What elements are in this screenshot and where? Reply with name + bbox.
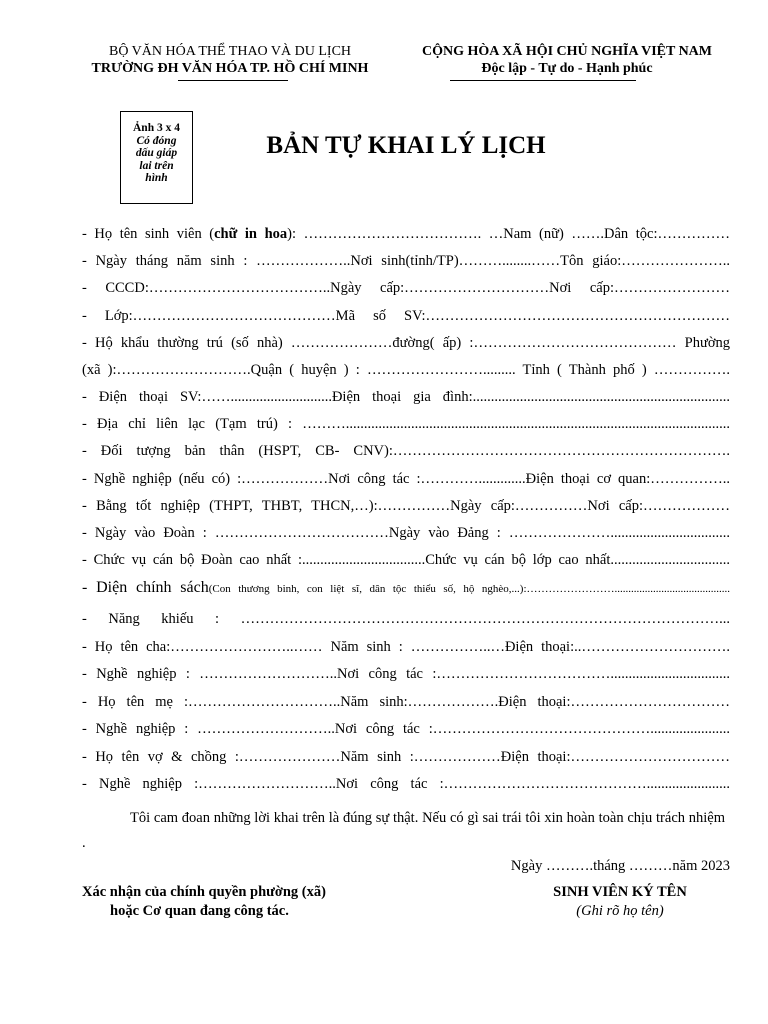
field-residence[interactable] xyxy=(82,335,730,352)
field-diploma[interactable]: - Bằng tốt nghiệp (THPT, THBT, THCN,…):……………Ngày cấp:……………Nơi cấp:……………… xyxy=(82,498,730,514)
field-policy[interactable] xyxy=(82,579,730,597)
ministry-name: BỘ VĂN HÓA THỂ THAO VÀ DU LỊCH xyxy=(108,44,352,59)
field-district[interactable]: (xã ):……………………….Quận ( huyện ) : ……………………......... Tỉnh ( Thành phố ) ……………. xyxy=(82,362,730,378)
pledge-statement: Tôi cam đoan những lời khai trên là đúng sự thật. Nếu có gì sai trái tôi xin hoàn toàn chịu trách nhiệm . xyxy=(82,810,725,851)
school-underline xyxy=(178,80,288,81)
photo-stamp-note: Có đóng dấu giáp lai trên hình xyxy=(135,134,178,184)
field-id-card[interactable]: - CCCD:………………………………..Ngày cấp:…………………………Nơi cấp:…………………… xyxy=(82,280,730,296)
student-signature-title: SINH VIÊN KÝ TÊN xyxy=(553,884,687,900)
field-talent[interactable]: - Năng khiếu : ………………………………………………………………………………………... xyxy=(82,611,730,627)
photo-box xyxy=(120,111,193,204)
field-positions[interactable]: - Chức vụ cán bộ Đoàn cao nhất :..................................Chức vụ cán bộ lớp cao nhất................................. xyxy=(82,552,730,568)
motto-underline xyxy=(450,80,636,81)
field-policy-label: - Diện chính sách xyxy=(82,579,209,596)
student-signature-note: (Ghi rõ họ tên) xyxy=(576,903,664,919)
field-union-party[interactable]: - Ngày vào Đoàn : ………………………………Ngày vào Đảng : …………………................................. xyxy=(82,525,730,541)
national-motto: Độc lập - Tự do - Hạnh phúc xyxy=(481,61,653,76)
field-contact-address[interactable]: - Địa chỉ liên lạc (Tạm trú) : ……….......................................................................................................... xyxy=(82,416,730,432)
field-father-occupation[interactable]: - Nghề nghiệp : ………………………..Nơi công tác :………………………………................................. xyxy=(82,666,730,682)
field-spouse[interactable]: - Họ tên vợ & chồng :…………………Năm sinh :………………Điện thoại:…………………………… xyxy=(82,749,730,765)
photo-size-label: Ảnh 3 x 4 xyxy=(133,122,180,134)
field-occupation[interactable]: - Nghề nghiệp (nếu có) :………………Nơi công tác :………….............Điện thoại cơ quan:…………….. xyxy=(82,471,730,487)
field-personal-status[interactable]: - Đối tượng bản thân (HSPT, CB- CNV):……………………………………………………………. xyxy=(82,443,730,459)
field-student-name-label: - Họ tên sinh viên ( xyxy=(82,226,215,242)
field-caps-note: chữ in hoa xyxy=(214,226,288,242)
authority-confirmation-subtitle: hoặc Cơ quan đang công tác. xyxy=(110,903,289,919)
field-birth[interactable]: - Ngày tháng năm sinh : ………………..Nơi sinh(tỉnh/TP)………........……Tôn giáo:………………….. xyxy=(82,253,730,269)
authority-confirmation-title: Xác nhận của chính quyền phường (xã) xyxy=(82,884,326,900)
field-policy-note: (Con thương binh, con liệt sĩ, dân tộc thiểu số, hộ nghèo,...):…………………….......................................... xyxy=(208,583,730,595)
date-line[interactable]: Ngày ……….tháng ………năm 2023 xyxy=(510,858,730,874)
field-mother-occupation[interactable]: - Nghề nghiệp : ………………………..Nơi công tác :………………………………………...................... xyxy=(82,721,730,737)
field-father[interactable]: - Họ tên cha:……………………..…… Năm sinh : ……………..…Điện thoại:..…………………………. xyxy=(82,639,730,655)
republic-name: CỘNG HÒA XÃ HỘI CHỦ NGHĨA VIỆT NAM xyxy=(421,44,712,59)
field-ward-label: Phường xyxy=(684,335,730,351)
field-phone[interactable]: - Điện thoại SV:……............................Điện thoại gia đình:....................................................................... xyxy=(82,389,730,405)
field-mother[interactable]: - Họ tên mẹ :…………………………..Năm sinh:……………….Điện thoại:…………………………… xyxy=(82,694,730,710)
field-spouse-occupation[interactable]: - Nghề nghiệp :………………………..Nơi công tác :……………………………………....................... xyxy=(82,776,730,792)
field-student-name[interactable] xyxy=(82,226,730,243)
form-title: BẢN TỰ KHAI LÝ LỊCH xyxy=(266,132,546,159)
field-residence-label: - Hộ khẩu thường trú (số nhà) …………………đường( ấp) :…………………………………… xyxy=(82,335,677,351)
school-name: TRƯỜNG ĐH VĂN HÓA TP. HỒ CHÍ MINH xyxy=(91,61,369,76)
field-class[interactable]: - Lớp:……………………………………Mã số SV:……………………………………………………… xyxy=(82,308,730,324)
field-student-name-rest: ): ………………………………. …Nam (nữ) …….Dân tộc:…………… xyxy=(287,226,730,242)
